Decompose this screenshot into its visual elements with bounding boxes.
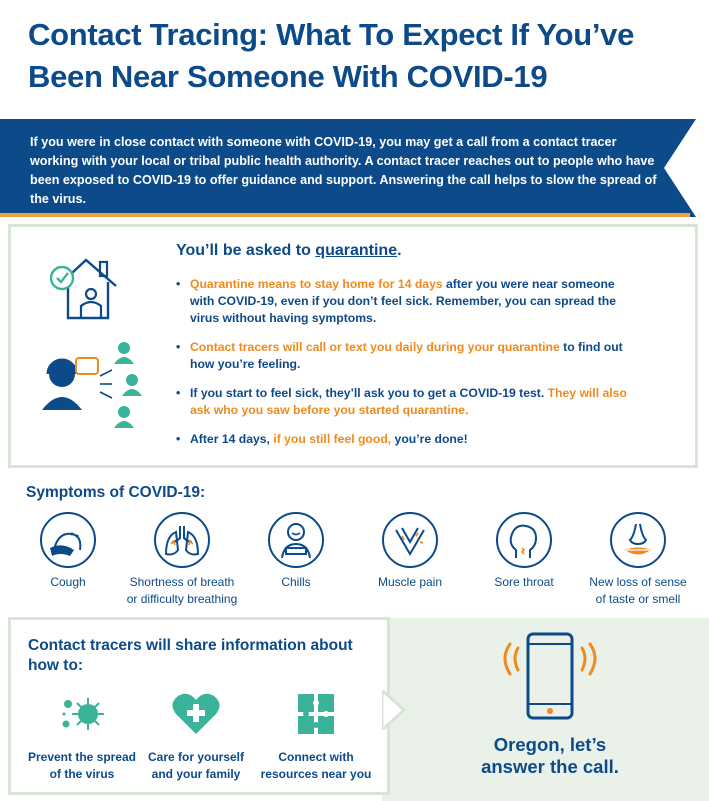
symptoms-title: Symptoms of COVID-19: (26, 484, 206, 501)
quarantine-heading: You’ll be asked to quarantine. (176, 242, 402, 259)
contact-tracer-icon (40, 336, 150, 430)
chills-icon (268, 512, 324, 568)
share-connect: Connect with resources near you (256, 690, 376, 783)
list-item: • After 14 days, if you still feel good, you’re done! (190, 431, 630, 448)
share-prevent: Prevent the spread of the virus (22, 690, 142, 783)
phone-ringing-icon (500, 630, 600, 722)
symptom-breath: Shortness of breath or difficulty breathing (122, 512, 242, 608)
symptom-muscle: Muscle pain (350, 512, 470, 591)
virus-icon (56, 690, 108, 738)
share-title: Contact tracers will share information about how to: (28, 637, 353, 674)
symptom-chills: Chills (236, 512, 356, 591)
symptom-taste-smell: New loss of sense of taste or smell (578, 512, 698, 608)
page-title: Contact Tracing: What To Expect If You’ve Been Near Someone With COVID-19 (28, 17, 635, 94)
sore-throat-icon (496, 512, 552, 568)
quarantine-link[interactable]: quarantine (315, 242, 398, 259)
list-item: • Contact tracers will call or text you daily during your quarantine to find out how you’re feeling. (190, 339, 630, 373)
heart-plus-icon (170, 690, 222, 738)
intro-text: If you were in close contact with someone with COVID-19, you may get a call from a contact tracer working with your local or tribal public health authority. A contact tracer reaches out to people who have been exposed to COVID-19 to offer guidance and support. Answering the call helps to slow the spread of the virus. (30, 135, 657, 206)
quarantine-bullet-list (190, 276, 630, 460)
lungs-icon (154, 512, 210, 568)
nose-mouth-icon (610, 512, 666, 568)
symptom-throat: Sore throat (464, 512, 584, 591)
cough-icon (40, 512, 96, 568)
cta-text: Oregon, let’s answer the call. (481, 734, 619, 777)
muscle-pain-icon (382, 512, 438, 568)
house-icon (50, 252, 122, 324)
list-item: • Quarantine means to stay home for 14 days after you were near someone with COVID-19, even if you don’t feel sick. Remember, you can spread the virus without having symptoms. (190, 276, 630, 327)
arrow-notch (382, 690, 408, 730)
list-item: • If you start to feel sick, they’ll ask you to get a COVID-19 test. They will also ask who you saw before you started quarantine. (190, 385, 630, 419)
symptom-cough: Cough (8, 512, 128, 591)
puzzle-icon (290, 690, 342, 738)
share-care: Care for yourself and your family (136, 690, 256, 783)
